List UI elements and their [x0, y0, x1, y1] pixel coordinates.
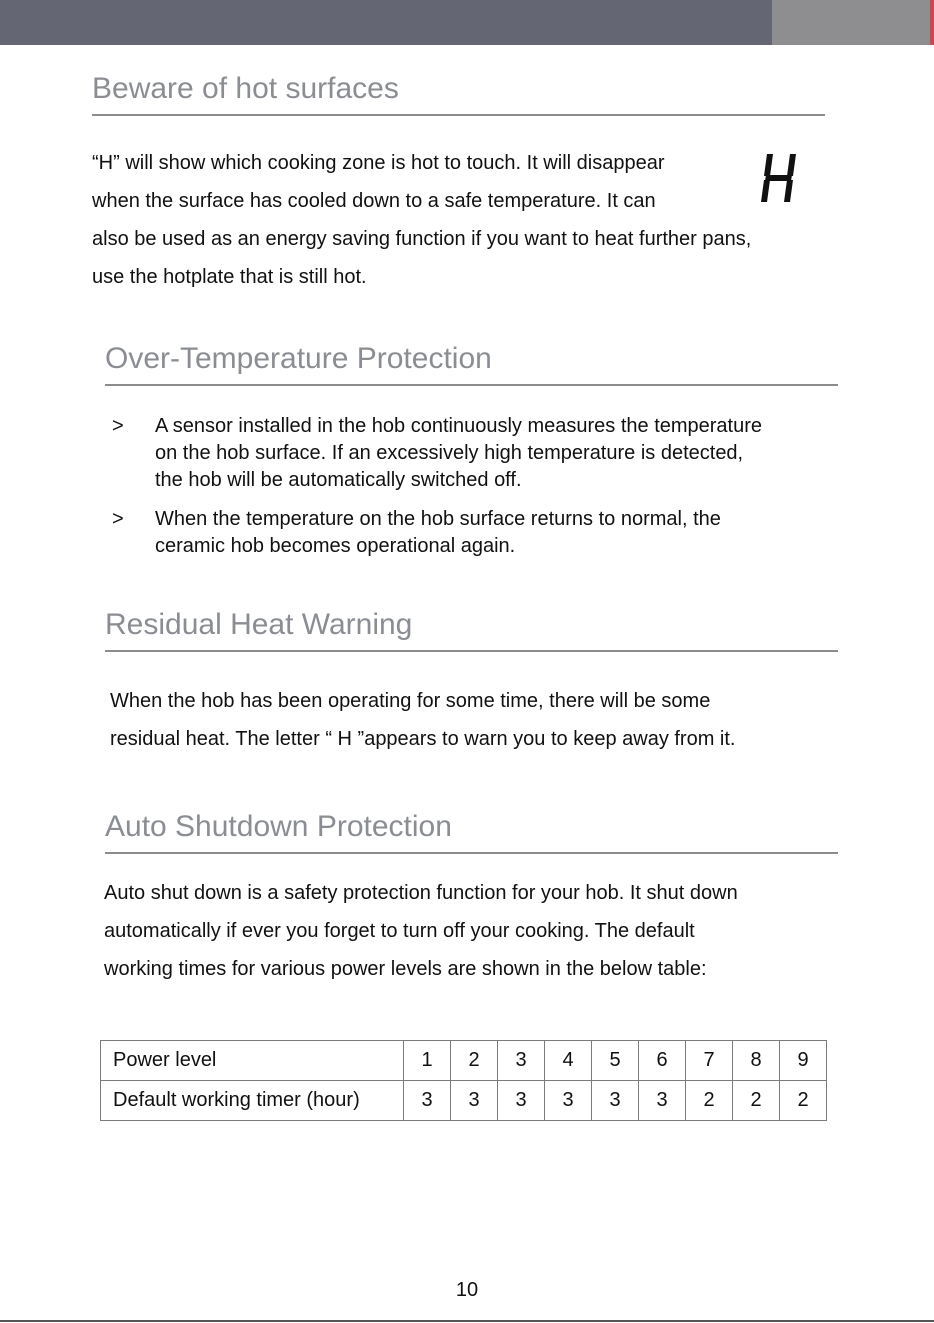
bullet-text-line: on the hob surface. If an excessively high temperature is detected,	[155, 442, 744, 464]
bullet-marker: >	[112, 415, 124, 437]
table-cell: 3	[639, 1081, 686, 1121]
table-cell: 1	[404, 1041, 451, 1081]
table-cell: 3	[404, 1081, 451, 1121]
paragraph-line: residual heat. The letter “ H ”appears to warn you to keep away from it.	[110, 728, 736, 750]
table-row	[101, 1081, 827, 1121]
divider	[105, 650, 838, 652]
bullet-text-line: the hob will be automatically switched off.	[155, 469, 522, 491]
table-cell: 6	[639, 1041, 686, 1081]
table-cell: 9	[780, 1041, 827, 1081]
row-label: Power level	[101, 1041, 404, 1081]
paragraph-line: use the hotplate that is still hot.	[92, 266, 367, 288]
bullet-text-line: ceramic hob becomes operational again.	[155, 535, 516, 557]
heading-auto-shutdown: Auto Shutdown Protection	[105, 810, 452, 843]
table-cell: 5	[592, 1041, 639, 1081]
table-cell: 3	[498, 1041, 545, 1081]
heading-hot-surfaces: Beware of hot surfaces	[92, 72, 399, 105]
table-cell: 2	[451, 1041, 498, 1081]
bullet-text-line: A sensor installed in the hob continuously measures the temperature	[155, 415, 763, 437]
paragraph-line: “H” will show which cooking zone is hot to touch. It will disappear	[92, 152, 665, 174]
page-number: 10	[455, 1279, 479, 1301]
table-cell: 3	[545, 1081, 592, 1121]
header-edge-accent	[930, 0, 934, 45]
table-cell: 7	[686, 1041, 733, 1081]
seven-segment-h-icon	[760, 152, 800, 204]
table-cell: 8	[733, 1041, 780, 1081]
heading-over-temperature: Over-Temperature Protection	[105, 342, 492, 375]
table-cell: 2	[686, 1081, 733, 1121]
row-label: Default working timer (hour)	[101, 1081, 404, 1121]
header-bar	[0, 0, 772, 45]
divider	[92, 114, 825, 116]
header-tab	[772, 0, 934, 45]
table-cell: 2	[780, 1081, 827, 1121]
divider	[105, 384, 838, 386]
paragraph-line: when the surface has cooled down to a safe temperature. It can	[92, 190, 656, 212]
heading-residual-heat: Residual Heat Warning	[105, 608, 413, 641]
table-cell: 4	[545, 1041, 592, 1081]
paragraph-line: automatically if ever you forget to turn off your cooking. The default	[104, 920, 695, 942]
divider	[105, 852, 838, 854]
power-timer-table	[100, 1040, 827, 1121]
paragraph-line: When the hob has been operating for some time, there will be some	[110, 690, 711, 712]
paragraph-line: also be used as an energy saving function if you want to heat further pans,	[92, 228, 752, 250]
table-cell: 2	[733, 1081, 780, 1121]
table-cell: 3	[451, 1081, 498, 1121]
paragraph-line: working times for various power levels are shown in the below table:	[104, 958, 707, 980]
bullet-text-line: When the temperature on the hob surface returns to normal, the	[155, 508, 721, 530]
table-cell: 3	[592, 1081, 639, 1121]
paragraph-line: Auto shut down is a safety protection function for your hob. It shut down	[104, 882, 738, 904]
table-cell: 3	[498, 1081, 545, 1121]
bullet-marker: >	[112, 508, 124, 530]
bottom-rule	[0, 1320, 934, 1322]
table-row	[101, 1041, 827, 1081]
